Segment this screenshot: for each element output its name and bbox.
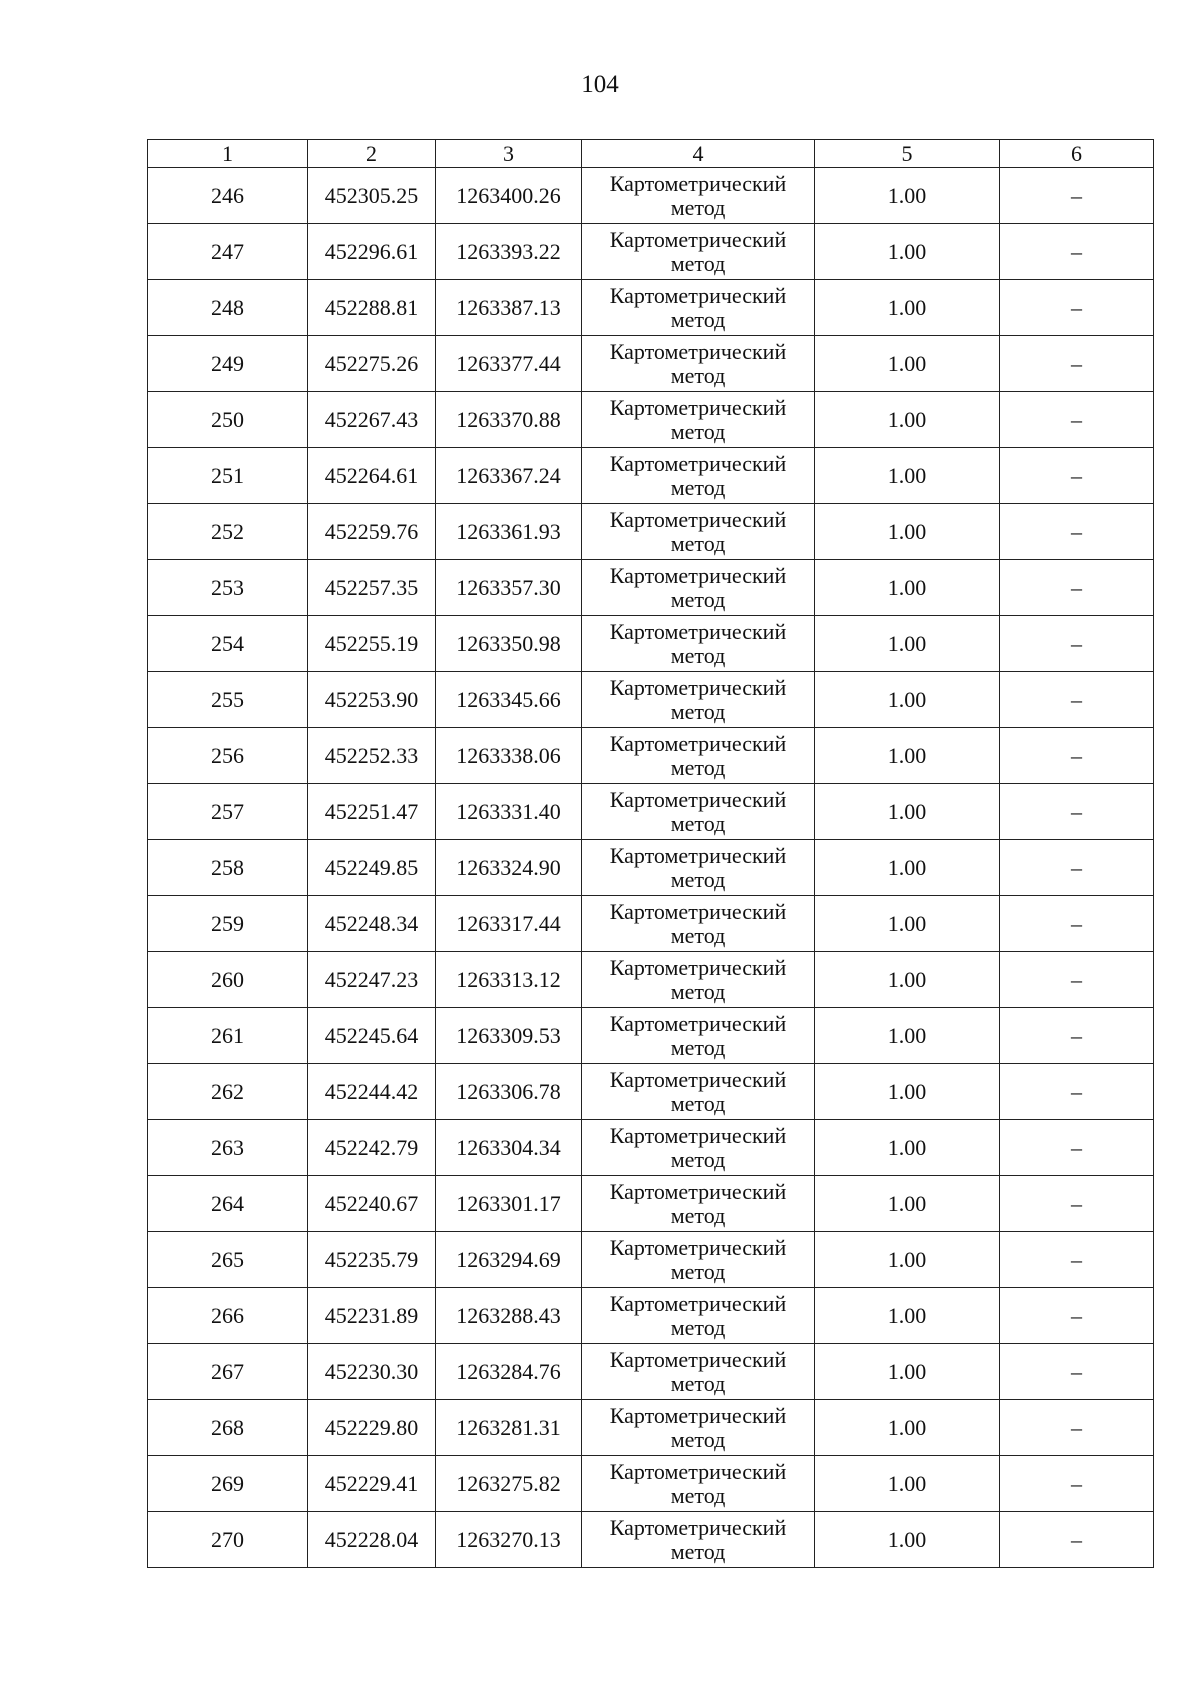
- cell-coordinate-x: 452242.79: [308, 1120, 436, 1176]
- method-line: метод: [670, 530, 726, 556]
- cell-coordinate-x: 452305.25: [308, 168, 436, 224]
- cell-point-number: 269: [148, 1456, 308, 1512]
- cell-coordinate-x: 452251.47: [308, 784, 436, 840]
- method-line: метод: [670, 642, 726, 668]
- table-row: [148, 840, 1154, 896]
- cell-description: –: [1000, 448, 1154, 504]
- cell-coordinate-y: 1263294.69: [436, 1232, 582, 1288]
- cell-method: [582, 672, 815, 728]
- cell-method: [582, 1064, 815, 1120]
- cell-coordinate-x: 452249.85: [308, 840, 436, 896]
- cell-point-number: 247: [148, 224, 308, 280]
- method-line: Картометрический: [609, 1346, 787, 1372]
- method-line: Картометрический: [609, 954, 787, 980]
- method-line: Картометрический: [609, 786, 787, 812]
- cell-point-number: 252: [148, 504, 308, 560]
- cell-method: [582, 728, 815, 784]
- cell-point-number: 257: [148, 784, 308, 840]
- table-row: [148, 1008, 1154, 1064]
- table-row: [148, 1456, 1154, 1512]
- cell-accuracy: 1.00: [815, 168, 1000, 224]
- table-row: [148, 1512, 1154, 1568]
- method-line: метод: [670, 1370, 726, 1396]
- cell-accuracy: 1.00: [815, 448, 1000, 504]
- cell-coordinate-y: 1263377.44: [436, 336, 582, 392]
- method-line: Картометрический: [609, 1122, 787, 1148]
- cell-coordinate-x: 452296.61: [308, 224, 436, 280]
- table-row: [148, 672, 1154, 728]
- cell-description: –: [1000, 1064, 1154, 1120]
- method-line: Картометрический: [609, 842, 787, 868]
- method-line: метод: [670, 1314, 726, 1340]
- header-col-6: 6: [1000, 140, 1154, 168]
- cell-accuracy: 1.00: [815, 392, 1000, 448]
- cell-accuracy: 1.00: [815, 1064, 1000, 1120]
- cell-coordinate-y: 1263400.26: [436, 168, 582, 224]
- cell-coordinate-y: 1263350.98: [436, 616, 582, 672]
- method-line: Картометрический: [609, 1178, 787, 1204]
- method-line: Картометрический: [609, 1402, 787, 1428]
- cell-coordinate-y: 1263357.30: [436, 560, 582, 616]
- cell-method: [582, 448, 815, 504]
- cell-accuracy: 1.00: [815, 840, 1000, 896]
- cell-point-number: 266: [148, 1288, 308, 1344]
- cell-description: –: [1000, 504, 1154, 560]
- header-col-1: 1: [148, 140, 308, 168]
- cell-coordinate-y: 1263345.66: [436, 672, 582, 728]
- cell-accuracy: 1.00: [815, 616, 1000, 672]
- cell-point-number: 256: [148, 728, 308, 784]
- cell-description: –: [1000, 392, 1154, 448]
- method-line: Картометрический: [609, 394, 787, 420]
- method-line: метод: [670, 1202, 726, 1228]
- table-row: [148, 1232, 1154, 1288]
- cell-accuracy: 1.00: [815, 1456, 1000, 1512]
- cell-description: –: [1000, 560, 1154, 616]
- table-row: [148, 1344, 1154, 1400]
- cell-point-number: 253: [148, 560, 308, 616]
- method-line: метод: [670, 1090, 726, 1116]
- cell-accuracy: 1.00: [815, 1400, 1000, 1456]
- cell-coordinate-x: 452267.43: [308, 392, 436, 448]
- cell-coordinate-y: 1263275.82: [436, 1456, 582, 1512]
- cell-method: [582, 616, 815, 672]
- method-line: метод: [670, 418, 726, 444]
- cell-accuracy: 1.00: [815, 1176, 1000, 1232]
- cell-accuracy: 1.00: [815, 560, 1000, 616]
- cell-coordinate-x: 452288.81: [308, 280, 436, 336]
- cell-point-number: 267: [148, 1344, 308, 1400]
- cell-point-number: 260: [148, 952, 308, 1008]
- table-row: [148, 336, 1154, 392]
- cell-coordinate-y: 1263301.17: [436, 1176, 582, 1232]
- cell-method: [582, 392, 815, 448]
- cell-coordinate-y: 1263304.34: [436, 1120, 582, 1176]
- cell-description: –: [1000, 1400, 1154, 1456]
- method-line: Картометрический: [609, 898, 787, 924]
- method-line: метод: [670, 866, 726, 892]
- method-line: метод: [670, 1034, 726, 1060]
- method-line: Картометрический: [609, 618, 787, 644]
- cell-description: –: [1000, 616, 1154, 672]
- table-row: [148, 616, 1154, 672]
- cell-coordinate-x: 452253.90: [308, 672, 436, 728]
- method-line: метод: [670, 194, 726, 220]
- method-line: метод: [670, 978, 726, 1004]
- table-row: [148, 896, 1154, 952]
- cell-accuracy: 1.00: [815, 1512, 1000, 1568]
- cell-coordinate-x: 452255.19: [308, 616, 436, 672]
- cell-coordinate-y: 1263309.53: [436, 1008, 582, 1064]
- cell-method: [582, 840, 815, 896]
- cell-accuracy: 1.00: [815, 1008, 1000, 1064]
- table-row: [148, 280, 1154, 336]
- cell-accuracy: 1.00: [815, 1288, 1000, 1344]
- cell-description: –: [1000, 1232, 1154, 1288]
- cell-description: –: [1000, 1512, 1154, 1568]
- header-row: [148, 140, 1154, 168]
- cell-accuracy: 1.00: [815, 1344, 1000, 1400]
- method-line: Картометрический: [609, 730, 787, 756]
- cell-point-number: 265: [148, 1232, 308, 1288]
- cell-point-number: 258: [148, 840, 308, 896]
- cell-point-number: 254: [148, 616, 308, 672]
- method-line: Картометрический: [609, 1234, 787, 1260]
- method-line: метод: [670, 698, 726, 724]
- cell-accuracy: 1.00: [815, 672, 1000, 728]
- cell-description: –: [1000, 1008, 1154, 1064]
- method-line: метод: [670, 1426, 726, 1452]
- cell-description: –: [1000, 280, 1154, 336]
- cell-point-number: 248: [148, 280, 308, 336]
- cell-description: –: [1000, 728, 1154, 784]
- cell-coordinate-x: 452275.26: [308, 336, 436, 392]
- cell-coordinate-y: 1263281.31: [436, 1400, 582, 1456]
- coordinates-table: [147, 139, 1154, 1568]
- cell-coordinate-y: 1263387.13: [436, 280, 582, 336]
- cell-point-number: 270: [148, 1512, 308, 1568]
- method-line: метод: [670, 362, 726, 388]
- method-line: Картометрический: [609, 282, 787, 308]
- method-line: Картометрический: [609, 338, 787, 364]
- table-row: [148, 224, 1154, 280]
- table-row: [148, 1064, 1154, 1120]
- method-line: метод: [670, 586, 726, 612]
- cell-point-number: 259: [148, 896, 308, 952]
- cell-method: [582, 1512, 815, 1568]
- cell-coordinate-x: 452259.76: [308, 504, 436, 560]
- cell-method: [582, 1400, 815, 1456]
- table-row: [148, 1120, 1154, 1176]
- page-number: 104: [581, 71, 619, 98]
- cell-coordinate-x: 452230.30: [308, 1344, 436, 1400]
- cell-method: [582, 1288, 815, 1344]
- cell-coordinate-y: 1263306.78: [436, 1064, 582, 1120]
- cell-method: [582, 336, 815, 392]
- table-row: [148, 448, 1154, 504]
- cell-coordinate-x: 452257.35: [308, 560, 436, 616]
- cell-accuracy: 1.00: [815, 784, 1000, 840]
- cell-point-number: 268: [148, 1400, 308, 1456]
- cell-coordinate-y: 1263370.88: [436, 392, 582, 448]
- method-line: Картометрический: [609, 674, 787, 700]
- cell-accuracy: 1.00: [815, 280, 1000, 336]
- cell-description: –: [1000, 896, 1154, 952]
- table-header: [148, 140, 1154, 168]
- cell-description: –: [1000, 336, 1154, 392]
- method-line: Картометрический: [609, 450, 787, 476]
- cell-point-number: 249: [148, 336, 308, 392]
- header-col-3: 3: [436, 140, 582, 168]
- table-row: [148, 168, 1154, 224]
- cell-accuracy: 1.00: [815, 728, 1000, 784]
- cell-accuracy: 1.00: [815, 504, 1000, 560]
- cell-coordinate-x: 452245.64: [308, 1008, 436, 1064]
- method-line: Картометрический: [609, 1458, 787, 1484]
- method-line: метод: [670, 306, 726, 332]
- cell-coordinate-x: 452252.33: [308, 728, 436, 784]
- cell-description: –: [1000, 672, 1154, 728]
- cell-description: –: [1000, 1176, 1154, 1232]
- method-line: Картометрический: [609, 1066, 787, 1092]
- cell-coordinate-y: 1263361.93: [436, 504, 582, 560]
- cell-coordinate-y: 1263367.24: [436, 448, 582, 504]
- cell-description: –: [1000, 784, 1154, 840]
- cell-point-number: 255: [148, 672, 308, 728]
- cell-point-number: 251: [148, 448, 308, 504]
- cell-description: –: [1000, 1344, 1154, 1400]
- method-line: метод: [670, 1146, 726, 1172]
- cell-coordinate-x: 452229.80: [308, 1400, 436, 1456]
- method-line: метод: [670, 922, 726, 948]
- table-row: [148, 728, 1154, 784]
- cell-coordinate-y: 1263313.12: [436, 952, 582, 1008]
- cell-coordinate-y: 1263324.90: [436, 840, 582, 896]
- cell-method: [582, 168, 815, 224]
- cell-description: –: [1000, 1288, 1154, 1344]
- table-row: [148, 392, 1154, 448]
- cell-coordinate-x: 452231.89: [308, 1288, 436, 1344]
- cell-method: [582, 896, 815, 952]
- cell-description: –: [1000, 1456, 1154, 1512]
- cell-coordinate-x: 452235.79: [308, 1232, 436, 1288]
- cell-method: [582, 504, 815, 560]
- method-line: Картометрический: [609, 506, 787, 532]
- cell-coordinate-x: 452244.42: [308, 1064, 436, 1120]
- cell-method: [582, 1344, 815, 1400]
- cell-coordinate-y: 1263317.44: [436, 896, 582, 952]
- method-line: метод: [670, 250, 726, 276]
- method-line: метод: [670, 1482, 726, 1508]
- table-row: [148, 560, 1154, 616]
- cell-description: –: [1000, 840, 1154, 896]
- method-line: Картометрический: [609, 1010, 787, 1036]
- method-line: метод: [670, 474, 726, 500]
- cell-coordinate-x: 452229.41: [308, 1456, 436, 1512]
- cell-point-number: 263: [148, 1120, 308, 1176]
- method-line: Картометрический: [609, 562, 787, 588]
- cell-method: [582, 952, 815, 1008]
- method-line: Картометрический: [609, 1514, 787, 1540]
- cell-method: [582, 1008, 815, 1064]
- cell-method: [582, 224, 815, 280]
- cell-coordinate-y: 1263331.40: [436, 784, 582, 840]
- cell-point-number: 264: [148, 1176, 308, 1232]
- cell-method: [582, 1120, 815, 1176]
- cell-coordinate-x: 452240.67: [308, 1176, 436, 1232]
- cell-point-number: 262: [148, 1064, 308, 1120]
- method-line: метод: [670, 810, 726, 836]
- cell-coordinate-y: 1263270.13: [436, 1512, 582, 1568]
- cell-accuracy: 1.00: [815, 224, 1000, 280]
- cell-accuracy: 1.00: [815, 336, 1000, 392]
- cell-coordinate-y: 1263288.43: [436, 1288, 582, 1344]
- table-row: [148, 784, 1154, 840]
- cell-method: [582, 560, 815, 616]
- cell-coordinate-x: 452247.23: [308, 952, 436, 1008]
- cell-description: –: [1000, 224, 1154, 280]
- cell-coordinate-x: 452228.04: [308, 1512, 436, 1568]
- header-col-4: 4: [582, 140, 815, 168]
- cell-description: –: [1000, 168, 1154, 224]
- method-line: метод: [670, 754, 726, 780]
- method-line: метод: [670, 1258, 726, 1284]
- cell-accuracy: 1.00: [815, 1232, 1000, 1288]
- table-row: [148, 1176, 1154, 1232]
- cell-method: [582, 280, 815, 336]
- cell-accuracy: 1.00: [815, 1120, 1000, 1176]
- cell-coordinate-y: 1263338.06: [436, 728, 582, 784]
- cell-point-number: 246: [148, 168, 308, 224]
- table-body: [148, 168, 1154, 1568]
- cell-coordinate-y: 1263284.76: [436, 1344, 582, 1400]
- method-line: Картометрический: [609, 226, 787, 252]
- cell-method: [582, 1176, 815, 1232]
- method-line: метод: [670, 1538, 726, 1564]
- method-line: Картометрический: [609, 170, 787, 196]
- cell-accuracy: 1.00: [815, 952, 1000, 1008]
- cell-accuracy: 1.00: [815, 896, 1000, 952]
- table-row: [148, 504, 1154, 560]
- cell-method: [582, 1232, 815, 1288]
- header-col-2: 2: [308, 140, 436, 168]
- table-row: [148, 1400, 1154, 1456]
- method-line: Картометрический: [609, 1290, 787, 1316]
- cell-description: –: [1000, 1120, 1154, 1176]
- cell-method: [582, 784, 815, 840]
- cell-coordinate-y: 1263393.22: [436, 224, 582, 280]
- cell-coordinate-x: 452248.34: [308, 896, 436, 952]
- cell-description: –: [1000, 952, 1154, 1008]
- cell-method: [582, 1456, 815, 1512]
- header-col-5: 5: [815, 140, 1000, 168]
- table-row: [148, 952, 1154, 1008]
- cell-point-number: 250: [148, 392, 308, 448]
- table-row: [148, 1288, 1154, 1344]
- cell-coordinate-x: 452264.61: [308, 448, 436, 504]
- cell-point-number: 261: [148, 1008, 308, 1064]
